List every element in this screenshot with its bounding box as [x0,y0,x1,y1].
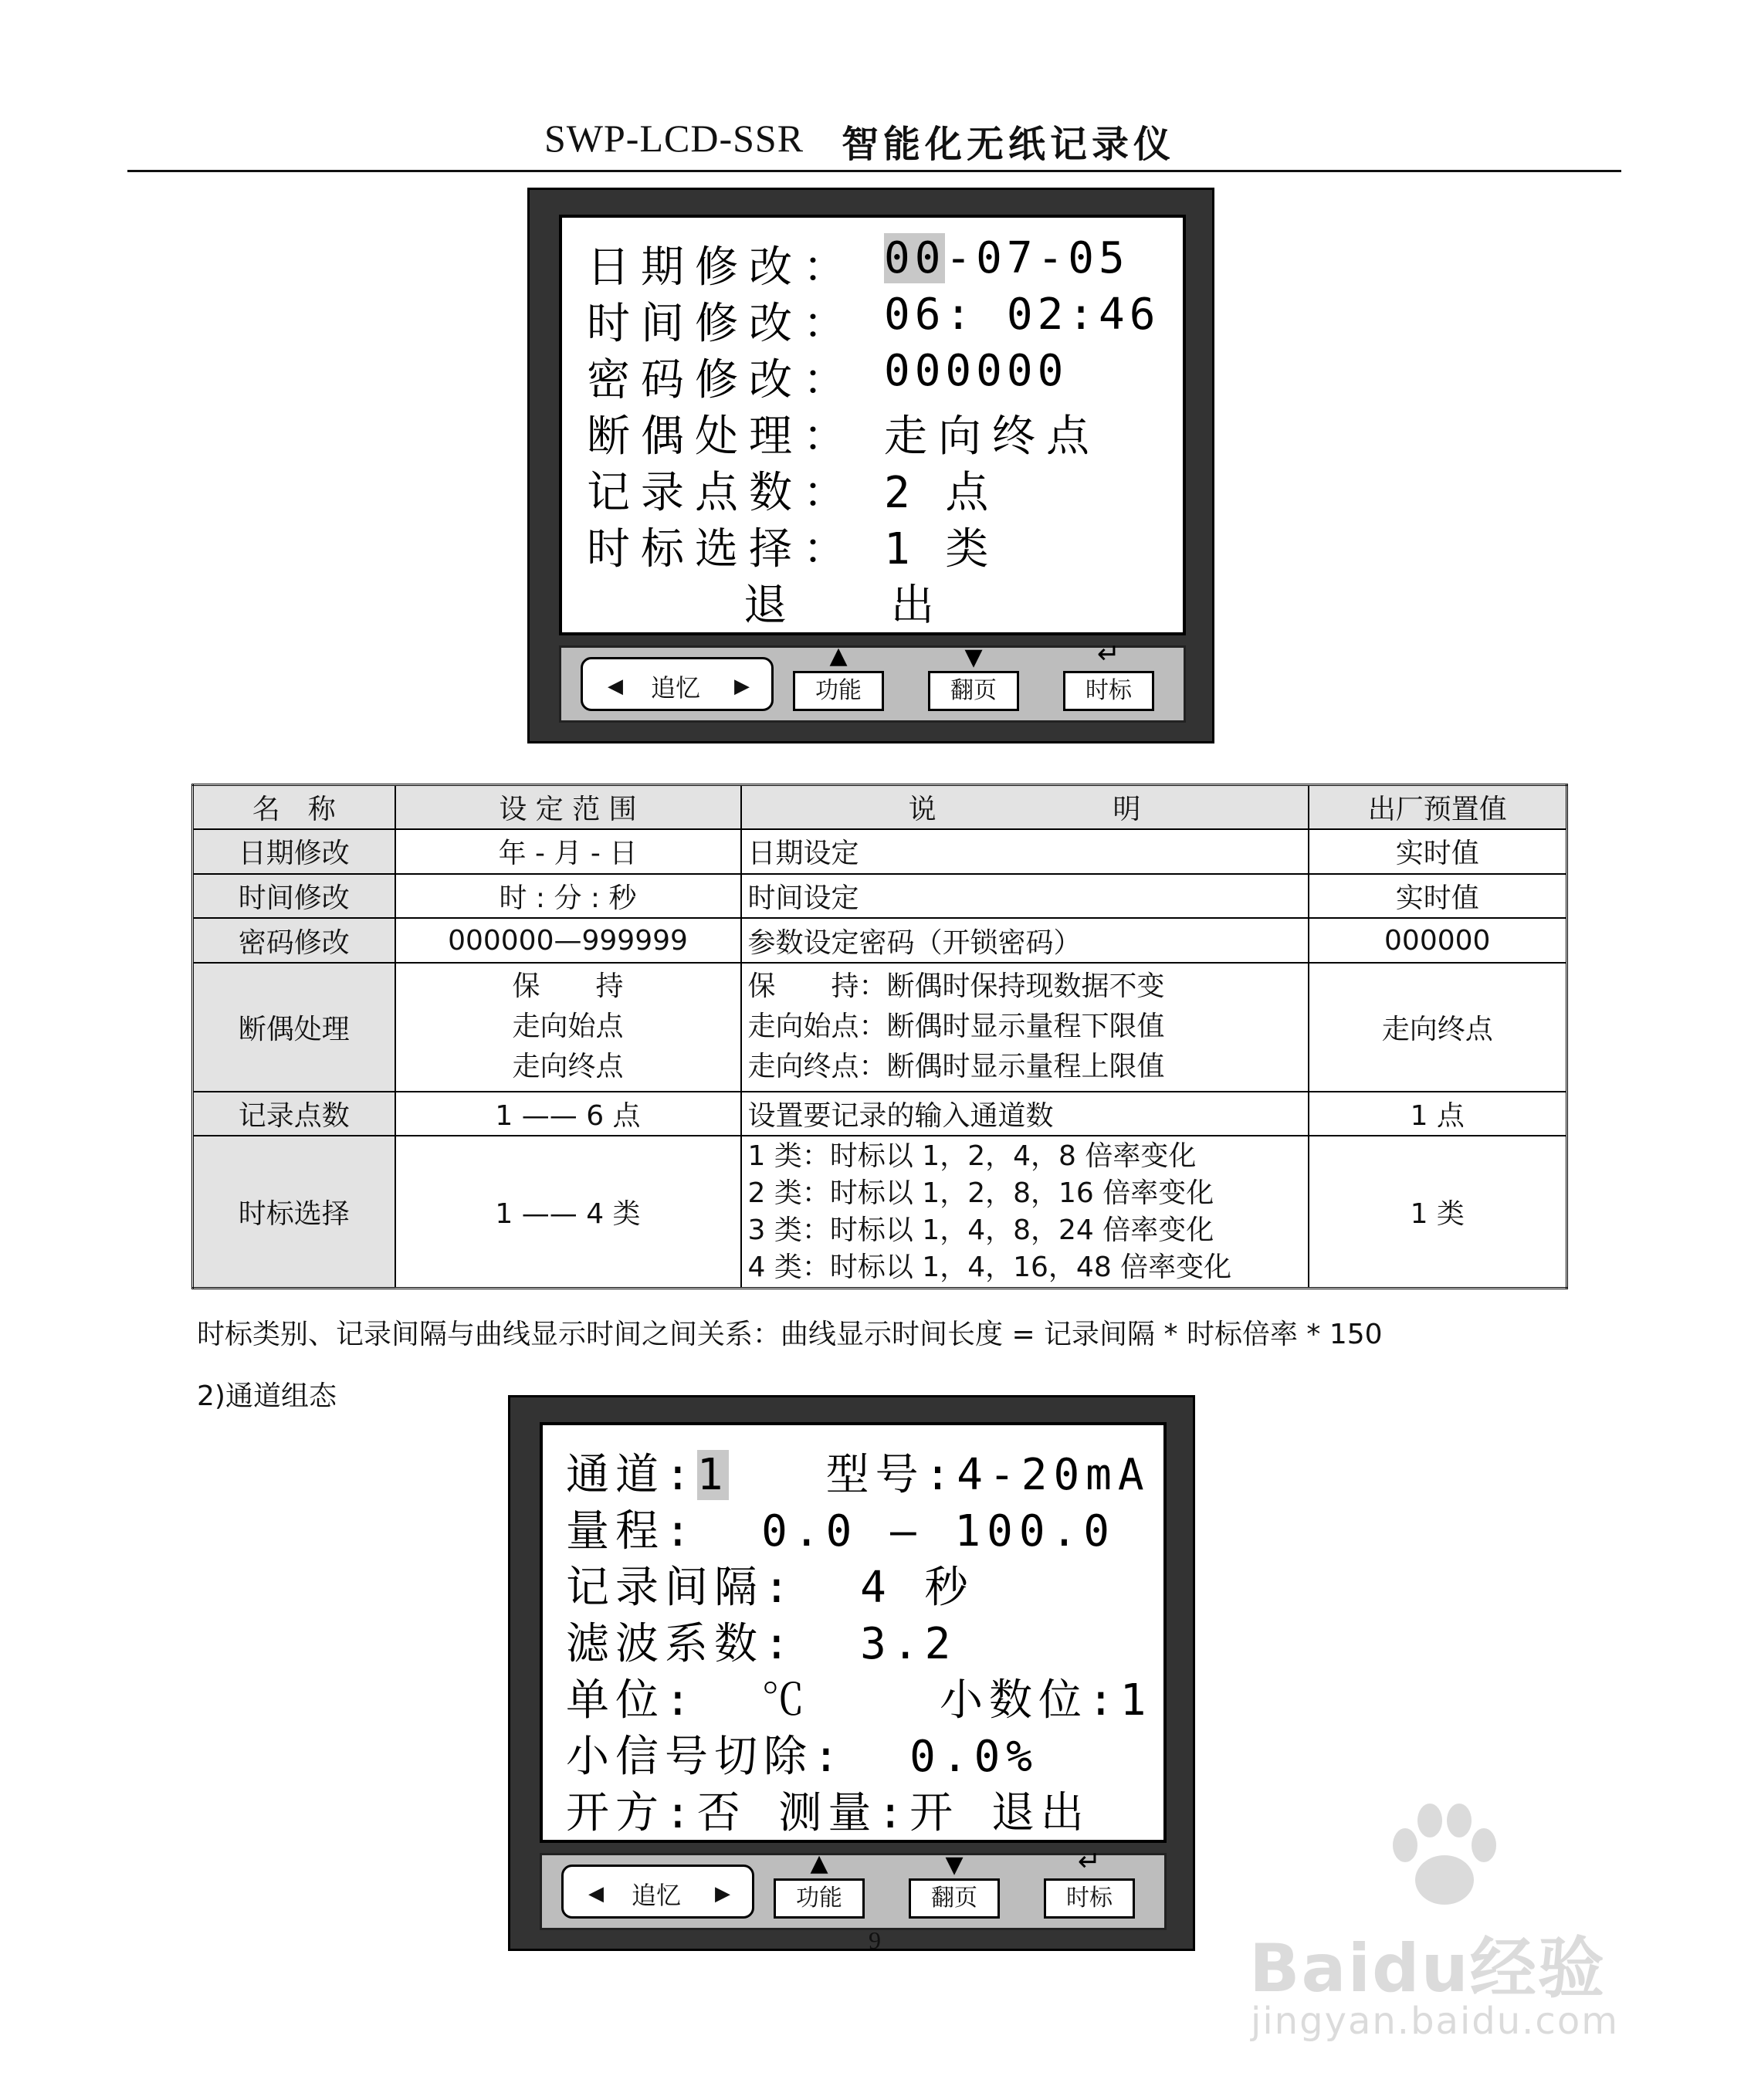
table-row [193,874,1567,919]
table-row [193,1136,1567,1288]
lcd-row-points[interactable]: 记录点数： 2 点 [587,468,994,518]
arrow-down-icon: ▼ [964,644,983,671]
cell-name: 断偶处理 [193,963,395,1092]
baidu-watermark [1235,1799,1668,2054]
cell-desc: 1 类：时标以 1，2，4，8 倍率变化 2 类：时标以 1，2，8，16 倍率变化 3 类：时标以 1，4，8，24 倍率变化 4 类：时标以 1，4，16，48 倍率变化 [741,1136,1309,1288]
lcd-row-timemark[interactable]: 时标选择： 1 类 [587,524,994,574]
cell-desc: 参数设定密码（开锁密码） [741,918,1309,963]
lcd-row-interval[interactable]: 记录间隔: 4 秒 [566,1563,974,1613]
table-header-row [193,785,1567,830]
formula-text: 时标类别、记录间隔与曲线显示时间之间关系：曲线显示时间长度 = 记录间隔 * 时标倍率 * 150 [197,1319,1383,1350]
lcd-row-range[interactable]: 量程: 0.0 — 100.0 [566,1506,1116,1556]
section-title: 2)通道组态 [197,1380,337,1412]
keypad-channel [540,1846,1167,1930]
header-code: SWP-LCD-SSR [544,117,804,160]
table-row [193,918,1567,963]
paw-icon [1382,1799,1505,1915]
watermark-brand: Baidu经验 [1249,1930,1606,2007]
lcd-screen-channel [540,1422,1167,1843]
device-panel-channel [508,1395,1195,1951]
watermark-url: jingyan.baidu.com [1251,2000,1619,2043]
lcd-row-filter[interactable]: 滤波系数: 3.2 [566,1619,957,1669]
lcd-row-cutoff[interactable]: 小信号切除: 0.0% [566,1732,1039,1782]
cell-range: 1 —— 6 点 [395,1092,741,1136]
table-row [193,829,1567,874]
cell-default: 000000 [1309,918,1567,963]
cell-desc: 设置要记录的输入通道数 [741,1092,1309,1136]
cell-range: 000000—999999 [395,918,741,963]
lcd-screen-settings [559,215,1186,635]
cell-name: 时间修改 [193,874,395,919]
timemark-button[interactable]: 时标 [1063,671,1154,711]
enter-icon: ↵ [1096,638,1121,670]
cell-range: 保 持 走向始点 走向终点 [395,963,741,1092]
lcd-row-date[interactable]: 日期修改： 00-07-05 [587,233,1130,293]
col-header-default: 出厂预置值 [1309,785,1567,830]
lcd-row-sqrt[interactable]: 开方:否 测量:开 退出 [566,1788,1090,1838]
settings-table [191,784,1568,1289]
cell-default: 走向终点 [1309,963,1567,1092]
table-row [193,1092,1567,1136]
header-title: 智能化无纸记录仪 [842,123,1176,166]
page-button[interactable]: 翻页 [928,671,1019,711]
col-header-name: 名 称 [193,785,395,830]
lcd-row-unit[interactable]: 单位: ℃ 小数位:1 [566,1675,1153,1726]
col-header-range: 设 定 范 围 [395,785,741,830]
page-number: 9 [869,1926,881,1954]
lcd-exit[interactable]: 退 出 [743,581,934,631]
cell-range: 年 - 月 - 日 [395,829,741,874]
lcd-row-password[interactable]: 密码修改： 000000 [587,346,1069,405]
lcd-row-channel[interactable]: 通道:1 型号:4-20mA [566,1450,1150,1500]
col-header-desc: 说 明 [741,785,1309,830]
cell-name: 记录点数 [193,1092,395,1136]
cell-name: 密码修改 [193,918,395,963]
cell-default: 1 类 [1309,1136,1567,1288]
cell-default: 1 点 [1309,1092,1567,1136]
arrow-right-icon: ▶ [734,675,750,698]
function-button[interactable]: 功能 [793,671,884,711]
arrow-right-icon: ▶ [715,1882,730,1905]
cell-default: 实时值 [1309,874,1567,919]
page-header [127,108,1621,170]
arrow-down-icon: ▼ [945,1851,964,1878]
cell-name: 时标选择 [193,1136,395,1288]
cell-desc: 时间设定 [741,874,1309,919]
channel-cursor: 1 [696,1450,730,1500]
arrow-left-icon: ◀ [588,1882,604,1905]
keypad-settings [559,638,1186,723]
device-panel-settings [527,188,1214,743]
arrow-up-icon: ▲ [829,642,848,669]
header-rule [127,170,1621,172]
arrow-up-icon: ▲ [810,1850,828,1877]
lcd-row-burnout[interactable]: 断偶处理： 走向终点 [587,412,1100,462]
timemark-button[interactable]: 时标 [1044,1878,1135,1919]
cell-desc: 保 持：断偶时保持现数据不变 走向始点：断偶时显示量程下限值 走向终点：断偶时显示量程上限值 [741,963,1309,1092]
cell-range: 1 —— 4 类 [395,1136,741,1288]
cell-default: 实时值 [1309,829,1567,874]
lcd-row-time[interactable]: 时间修改： 06: 02:46 [587,290,1160,349]
cell-desc: 日期设定 [741,829,1309,874]
recall-button[interactable]: ◀ 追忆 ▶ [561,1865,754,1919]
recall-button[interactable]: ◀ 追忆 ▶ [581,657,774,711]
page-button[interactable]: 翻页 [909,1878,1000,1919]
cell-range: 时 : 分 : 秒 [395,874,741,919]
table-row [193,963,1567,1092]
enter-icon: ↵ [1077,1846,1102,1878]
cell-name: 日期修改 [193,829,395,874]
date-cursor: 00 [884,233,946,283]
function-button[interactable]: 功能 [774,1878,865,1919]
arrow-left-icon: ◀ [608,675,623,698]
